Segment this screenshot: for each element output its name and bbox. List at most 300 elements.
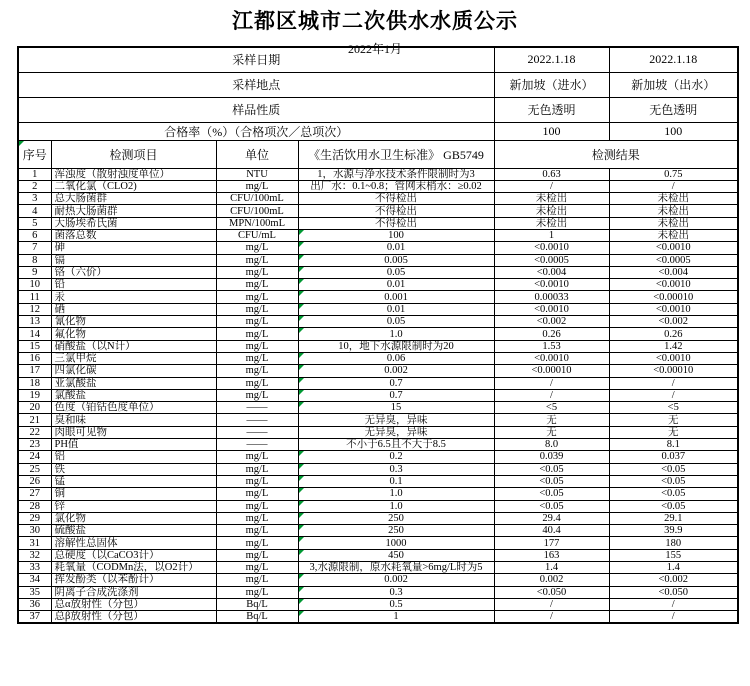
unit-cell: [216, 414, 298, 426]
row-number-cell: [18, 414, 51, 426]
item-name-cell: [51, 242, 216, 254]
result-outlet-cell-text: 无: [668, 426, 679, 438]
item-name-cell: [51, 537, 216, 549]
result-inlet-cell-text: <0.050: [536, 586, 567, 598]
row-number-cell-text: 27: [29, 488, 40, 500]
result-inlet-cell: [494, 598, 609, 610]
unit-cell-text: mg/L: [245, 586, 269, 598]
item-name-cell-text: 总β放射性（分包）: [54, 611, 144, 623]
unit-cell: [216, 340, 298, 352]
table-row: [18, 352, 738, 364]
standard-cell: [298, 475, 494, 487]
result-outlet-cell-text: /: [671, 389, 675, 401]
table-row: [18, 340, 738, 352]
unit-cell-text: mg/L: [245, 242, 269, 254]
item-name-cell: [51, 512, 216, 524]
result-outlet-cell: [609, 365, 738, 377]
item-name-cell: [51, 488, 216, 500]
unit-cell-text: mg/L: [245, 291, 269, 303]
unit-cell-text: mg/L: [245, 254, 269, 266]
water-quality-table: [17, 46, 739, 624]
result-inlet-cell-text: 0.00033: [534, 291, 569, 303]
standard-cell-text: 1.0: [389, 488, 403, 500]
result-inlet-cell-text: <0.004: [536, 267, 567, 279]
result-inlet-cell-text: /: [550, 599, 553, 611]
result-outlet-cell: [609, 598, 738, 610]
result-inlet-cell: [494, 439, 609, 451]
standard-cell: [298, 586, 494, 598]
excel-flag-triangle-icon: [299, 464, 304, 469]
result-outlet-cell-text: 0.75: [664, 168, 683, 180]
row-number-cell: [18, 168, 51, 180]
result-outlet-cell: [609, 463, 738, 475]
unit-cell: [216, 316, 298, 328]
result-outlet-cell: [609, 229, 738, 241]
row-number-cell: [18, 512, 51, 524]
result-inlet-cell: [494, 316, 609, 328]
header-row-number-label: 序号: [22, 147, 47, 162]
info-row-sampling-site: [18, 72, 738, 97]
row-number-cell-text: 13: [29, 316, 40, 328]
item-name-cell-text: 氯酸盐: [54, 389, 86, 401]
item-name-cell-text: 耗氧量（CODMn法，以O2计）: [54, 562, 199, 574]
item-name-cell-text: 总α放射性（分包）: [54, 599, 145, 611]
row-number-cell: [18, 279, 51, 291]
item-name-cell-text: 铁: [54, 463, 65, 475]
row-number-cell: [18, 266, 51, 278]
excel-flag-triangle-icon: [299, 390, 304, 395]
excel-flag-triangle-icon: [299, 378, 304, 383]
result-inlet-cell: [494, 340, 609, 352]
row-number-cell-text: 18: [29, 377, 40, 389]
result-outlet-cell: [609, 586, 738, 598]
result-outlet-cell: [609, 168, 738, 180]
page-subtitle: 2022年1月: [347, 42, 402, 56]
unit-cell: [216, 229, 298, 241]
result-inlet-cell-text: <0.0010: [534, 303, 569, 315]
result-inlet-cell: [494, 611, 609, 624]
excel-flag-triangle-icon: [299, 279, 304, 284]
unit-cell: [216, 303, 298, 315]
result-outlet-cell: [609, 217, 738, 229]
standard-cell-text: 0.2: [389, 451, 403, 463]
item-name-cell-text: 耐热大肠菌群: [54, 205, 118, 217]
excel-flag-triangle-icon: [299, 488, 304, 493]
standard-cell: [298, 611, 494, 624]
result-outlet-cell-text: <0.0010: [655, 303, 691, 315]
result-inlet-cell: [494, 402, 609, 414]
result-inlet-cell: [494, 463, 609, 475]
row-number-cell-text: 20: [29, 402, 40, 414]
info-row-sampling-date: [18, 47, 738, 72]
result-inlet-cell: [494, 279, 609, 291]
standard-cell: [298, 193, 494, 205]
result-outlet-cell-text: <0.0010: [655, 353, 691, 365]
row-number-cell-text: 4: [32, 205, 38, 217]
excel-flag-triangle-icon: [19, 141, 24, 146]
row-number-cell: [18, 377, 51, 389]
result-inlet-cell: [494, 217, 609, 229]
result-outlet-cell-text: <0.0010: [655, 279, 691, 291]
result-inlet-cell-text: 0.039: [539, 451, 564, 463]
result-outlet-cell-text: /: [671, 180, 675, 192]
item-name-cell-text: 硒: [54, 303, 65, 315]
standard-cell-text: 0.7: [389, 389, 403, 401]
row-number-cell-text: 10: [29, 279, 40, 291]
item-name-cell: [51, 365, 216, 377]
unit-cell: [216, 180, 298, 192]
row-number-cell-text: 26: [29, 476, 40, 488]
table-head: [18, 47, 738, 168]
excel-flag-triangle-icon: [299, 611, 304, 616]
table-row: [18, 193, 738, 205]
result-outlet-cell-text: 155: [665, 549, 682, 561]
item-name-cell: [51, 611, 216, 624]
unit-cell: [216, 242, 298, 254]
table-row: [18, 389, 738, 401]
result-outlet-cell: [609, 291, 738, 303]
result-outlet-cell: [609, 340, 738, 352]
result-inlet-cell-text: <0.0010: [534, 353, 569, 365]
item-name-cell-text: 浑浊度（散射浊度单位）: [54, 168, 170, 180]
item-name-cell: [51, 193, 216, 205]
unit-cell: [216, 328, 298, 340]
row-number-cell: [18, 352, 51, 364]
item-name-cell: [51, 451, 216, 463]
pass-rate-inlet: 100: [494, 122, 609, 140]
unit-cell-text: mg/L: [245, 512, 269, 524]
result-outlet-cell-text: <0.050: [658, 586, 689, 598]
result-inlet-cell-text: /: [550, 389, 553, 401]
excel-flag-triangle-icon: [299, 574, 304, 579]
result-inlet-cell: [494, 205, 609, 217]
unit-cell-text: mg/L: [245, 279, 269, 291]
item-name-cell-text: 氰化物: [54, 316, 86, 328]
row-number-cell: [18, 611, 51, 624]
standard-cell: [298, 562, 494, 574]
result-outlet-cell-text: <0.00010: [653, 365, 694, 377]
item-name-cell-text: 砷: [54, 242, 65, 254]
standard-cell-text: 0.01: [386, 242, 406, 254]
item-name-cell: [51, 439, 216, 451]
standard-cell: [298, 426, 494, 438]
row-number-cell: [18, 549, 51, 561]
excel-flag-triangle-icon: [299, 587, 304, 592]
row-number-cell-text: 34: [29, 574, 40, 586]
sampling-site-inlet: 新加坡（进水）: [494, 72, 609, 97]
result-outlet-cell: [609, 451, 738, 463]
result-outlet-cell: [609, 549, 738, 561]
standard-cell: [298, 439, 494, 451]
standard-cell-text: 250: [388, 525, 404, 537]
row-number-cell: [18, 389, 51, 401]
result-inlet-cell-text: 0.002: [539, 574, 564, 586]
item-name-cell: [51, 180, 216, 192]
unit-cell: [216, 402, 298, 414]
result-inlet-cell-text: <0.05: [539, 500, 564, 512]
standard-cell: [298, 352, 494, 364]
item-name-cell: [51, 426, 216, 438]
row-number-cell: [18, 537, 51, 549]
result-outlet-cell-text: 29.1: [664, 512, 683, 524]
item-name-cell: [51, 402, 216, 414]
row-number-cell-text: 7: [32, 242, 38, 254]
table-row: [18, 180, 738, 192]
result-inlet-cell: [494, 242, 609, 254]
standard-cell-text: 0.05: [386, 267, 406, 279]
row-number-cell: [18, 365, 51, 377]
result-outlet-cell: [609, 402, 738, 414]
result-inlet-cell-text: 8.0: [544, 439, 559, 451]
excel-flag-triangle-icon: [299, 353, 304, 358]
table-row: [18, 377, 738, 389]
result-outlet-cell-text: 1.42: [664, 340, 683, 352]
row-number-cell: [18, 303, 51, 315]
table-row: [18, 439, 738, 451]
result-inlet-cell: [494, 562, 609, 574]
row-number-cell-text: 9: [32, 267, 38, 279]
result-outlet-cell: [609, 205, 738, 217]
table-row: [18, 168, 738, 180]
pass-rate-outlet: 100: [609, 122, 738, 140]
unit-cell: [216, 193, 298, 205]
row-number-cell: [18, 254, 51, 266]
result-outlet-cell: [609, 414, 738, 426]
result-inlet-cell: [494, 328, 609, 340]
item-name-cell-text: PH值: [54, 439, 79, 451]
standard-cell-text: 0.3: [389, 586, 403, 598]
unit-cell: [216, 439, 298, 451]
result-inlet-cell: [494, 426, 609, 438]
item-name-cell-text: 氟化物: [54, 328, 86, 340]
result-outlet-cell-text: <0.002: [658, 316, 689, 328]
table-row: [18, 316, 738, 328]
standard-cell-text: 0.06: [386, 353, 406, 365]
standard-cell-text: 0.7: [389, 377, 403, 389]
header-item: 检测项目: [51, 140, 216, 168]
result-outlet-cell: [609, 266, 738, 278]
unit-cell: [216, 254, 298, 266]
item-name-cell-text: 阴离子合成洗涤剂: [54, 586, 139, 598]
result-outlet-cell: [609, 242, 738, 254]
row-number-cell-text: 6: [32, 230, 38, 242]
result-inlet-cell-text: <0.05: [539, 463, 564, 475]
row-number-cell: [18, 451, 51, 463]
item-name-cell: [51, 316, 216, 328]
unit-cell-text: mg/L: [245, 328, 269, 340]
standard-cell-text: 15: [390, 402, 402, 414]
result-inlet-cell-text: <0.0010: [534, 242, 569, 254]
item-name-cell-text: 菌落总数: [54, 230, 97, 242]
result-inlet-cell-text: 40.4: [542, 525, 561, 537]
result-inlet-cell: [494, 525, 609, 537]
row-number-cell: [18, 488, 51, 500]
result-inlet-cell: [494, 180, 609, 192]
standard-cell: [298, 512, 494, 524]
item-name-cell: [51, 525, 216, 537]
standard-cell-text: 不得检出: [375, 217, 417, 229]
standard-cell-text: 0.5: [389, 599, 403, 611]
row-number-cell-text: 25: [29, 463, 40, 475]
unit-cell-text: mg/L: [245, 574, 269, 586]
info-row-pass-rate: [18, 122, 738, 140]
excel-flag-triangle-icon: [299, 242, 304, 247]
row-number-cell: [18, 525, 51, 537]
result-outlet-cell-text: <0.05: [661, 476, 686, 488]
unit-cell-text: NTU: [246, 168, 268, 180]
standard-cell: [298, 377, 494, 389]
sampling-site-outlet: 新加坡（出水）: [609, 72, 738, 97]
unit-cell-text: ——: [246, 426, 268, 438]
result-inlet-cell: [494, 352, 609, 364]
unit-cell-text: mg/L: [245, 500, 269, 512]
row-number-cell: [18, 180, 51, 192]
standard-cell: [298, 291, 494, 303]
result-inlet-cell: [494, 168, 609, 180]
result-inlet-cell-text: /: [550, 180, 553, 192]
item-name-cell-text: 汞: [54, 291, 65, 303]
table-row: [18, 426, 738, 438]
header-row-number: [18, 140, 51, 168]
result-outlet-cell-text: /: [671, 377, 675, 389]
item-name-cell: [51, 574, 216, 586]
result-outlet-cell-text: 未检出: [657, 205, 690, 217]
standard-cell: [298, 414, 494, 426]
row-number-cell: [18, 217, 51, 229]
row-number-cell-text: 36: [29, 599, 40, 611]
item-name-cell-text: 三氯甲烷: [54, 353, 97, 365]
standard-cell-text: 1.0: [389, 328, 403, 340]
row-number-cell: [18, 475, 51, 487]
standard-cell: [298, 205, 494, 217]
result-inlet-cell-text: <0.05: [539, 476, 564, 488]
table-row: [18, 525, 738, 537]
result-inlet-cell: [494, 586, 609, 598]
item-name-cell-text: 总大肠菌群: [54, 193, 107, 205]
unit-cell-text: mg/L: [245, 180, 269, 192]
result-outlet-cell: [609, 562, 738, 574]
unit-cell: [216, 525, 298, 537]
excel-flag-triangle-icon: [299, 316, 304, 321]
item-name-cell-text: 溶解性总固体: [54, 537, 118, 549]
column-header-row: [18, 140, 738, 168]
unit-cell-text: CFU/100mL: [230, 205, 284, 217]
excel-flag-triangle-icon: [299, 501, 304, 506]
item-name-cell-text: 亚氯酸盐: [54, 377, 97, 389]
item-name-cell: [51, 266, 216, 278]
result-outlet-cell-text: 未检出: [657, 230, 690, 242]
row-number-cell-text: 2: [32, 180, 38, 192]
table-body: [18, 168, 738, 623]
unit-cell: [216, 291, 298, 303]
unit-cell-text: mg/L: [245, 340, 269, 352]
unit-cell-text: mg/L: [245, 525, 269, 537]
standard-cell-text: 1: [393, 611, 399, 623]
item-name-cell: [51, 352, 216, 364]
result-outlet-cell: [609, 475, 738, 487]
table-row: [18, 451, 738, 463]
sampling-date-inlet: 2022.1.18: [494, 47, 609, 72]
result-outlet-cell-text: <0.002: [658, 574, 689, 586]
unit-cell: [216, 352, 298, 364]
info-label: 采样日期: [18, 47, 494, 72]
item-name-cell: [51, 328, 216, 340]
unit-cell-text: mg/L: [245, 463, 269, 475]
unit-cell-text: mg/L: [245, 549, 269, 561]
result-outlet-cell: [609, 512, 738, 524]
result-outlet-cell-text: <0.05: [661, 463, 686, 475]
result-inlet-cell-text: <0.0005: [534, 254, 569, 266]
unit-cell: [216, 365, 298, 377]
result-inlet-cell-text: 29.4: [542, 512, 561, 524]
result-inlet-cell-text: 未检出: [535, 217, 568, 229]
sample-nature-outlet: 无色透明: [609, 97, 738, 122]
table-row: [18, 402, 738, 414]
item-name-cell: [51, 229, 216, 241]
result-outlet-cell-text: 1.4: [666, 562, 680, 574]
standard-cell-text: 100: [388, 230, 404, 242]
row-number-cell-text: 19: [29, 389, 40, 401]
table-row: [18, 586, 738, 598]
row-number-cell-text: 1: [32, 168, 38, 180]
result-inlet-cell-text: <5: [545, 402, 558, 414]
table-row: [18, 537, 738, 549]
result-outlet-cell: [609, 328, 738, 340]
table-row: [18, 562, 738, 574]
standard-cell-text: 0.01: [386, 303, 406, 315]
result-outlet-cell-text: <5: [667, 402, 679, 414]
result-inlet-cell: [494, 377, 609, 389]
row-number-cell: [18, 291, 51, 303]
info-label: 采样地点: [18, 72, 494, 97]
table-row: [18, 488, 738, 500]
table-row: [18, 500, 738, 512]
row-number-cell-text: 33: [29, 562, 40, 574]
unit-cell: [216, 217, 298, 229]
unit-cell-text: ——: [246, 439, 268, 451]
unit-cell: [216, 168, 298, 180]
row-number-cell: [18, 193, 51, 205]
result-inlet-cell: [494, 537, 609, 549]
unit-cell-text: MPN/100mL: [228, 217, 285, 229]
info-row-sample-nature: [18, 97, 738, 122]
result-outlet-cell: [609, 500, 738, 512]
row-number-cell: [18, 562, 51, 574]
result-inlet-cell-text: /: [550, 611, 553, 623]
item-name-cell-text: 挥发酚类（以苯酚计）: [54, 574, 160, 586]
unit-cell-text: CFU/mL: [238, 230, 276, 242]
standard-cell: [298, 488, 494, 500]
standard-cell: [298, 340, 494, 352]
item-name-cell: [51, 217, 216, 229]
standard-cell-text: 250: [388, 512, 404, 524]
result-outlet-cell-text: 未检出: [657, 217, 690, 229]
item-name-cell: [51, 389, 216, 401]
result-outlet-cell-text: /: [671, 599, 675, 611]
result-inlet-cell: [494, 389, 609, 401]
unit-cell: [216, 279, 298, 291]
item-name-cell-text: 二氧化氯（CLO2): [54, 180, 137, 192]
item-name-cell: [51, 549, 216, 561]
standard-cell: [298, 525, 494, 537]
excel-flag-triangle-icon: [299, 402, 304, 407]
table-row: [18, 463, 738, 475]
table-row: [18, 574, 738, 586]
unit-cell: [216, 549, 298, 561]
excel-flag-triangle-icon: [299, 328, 304, 333]
standard-cell-text: 1.0: [389, 500, 403, 512]
row-number-cell: [18, 598, 51, 610]
